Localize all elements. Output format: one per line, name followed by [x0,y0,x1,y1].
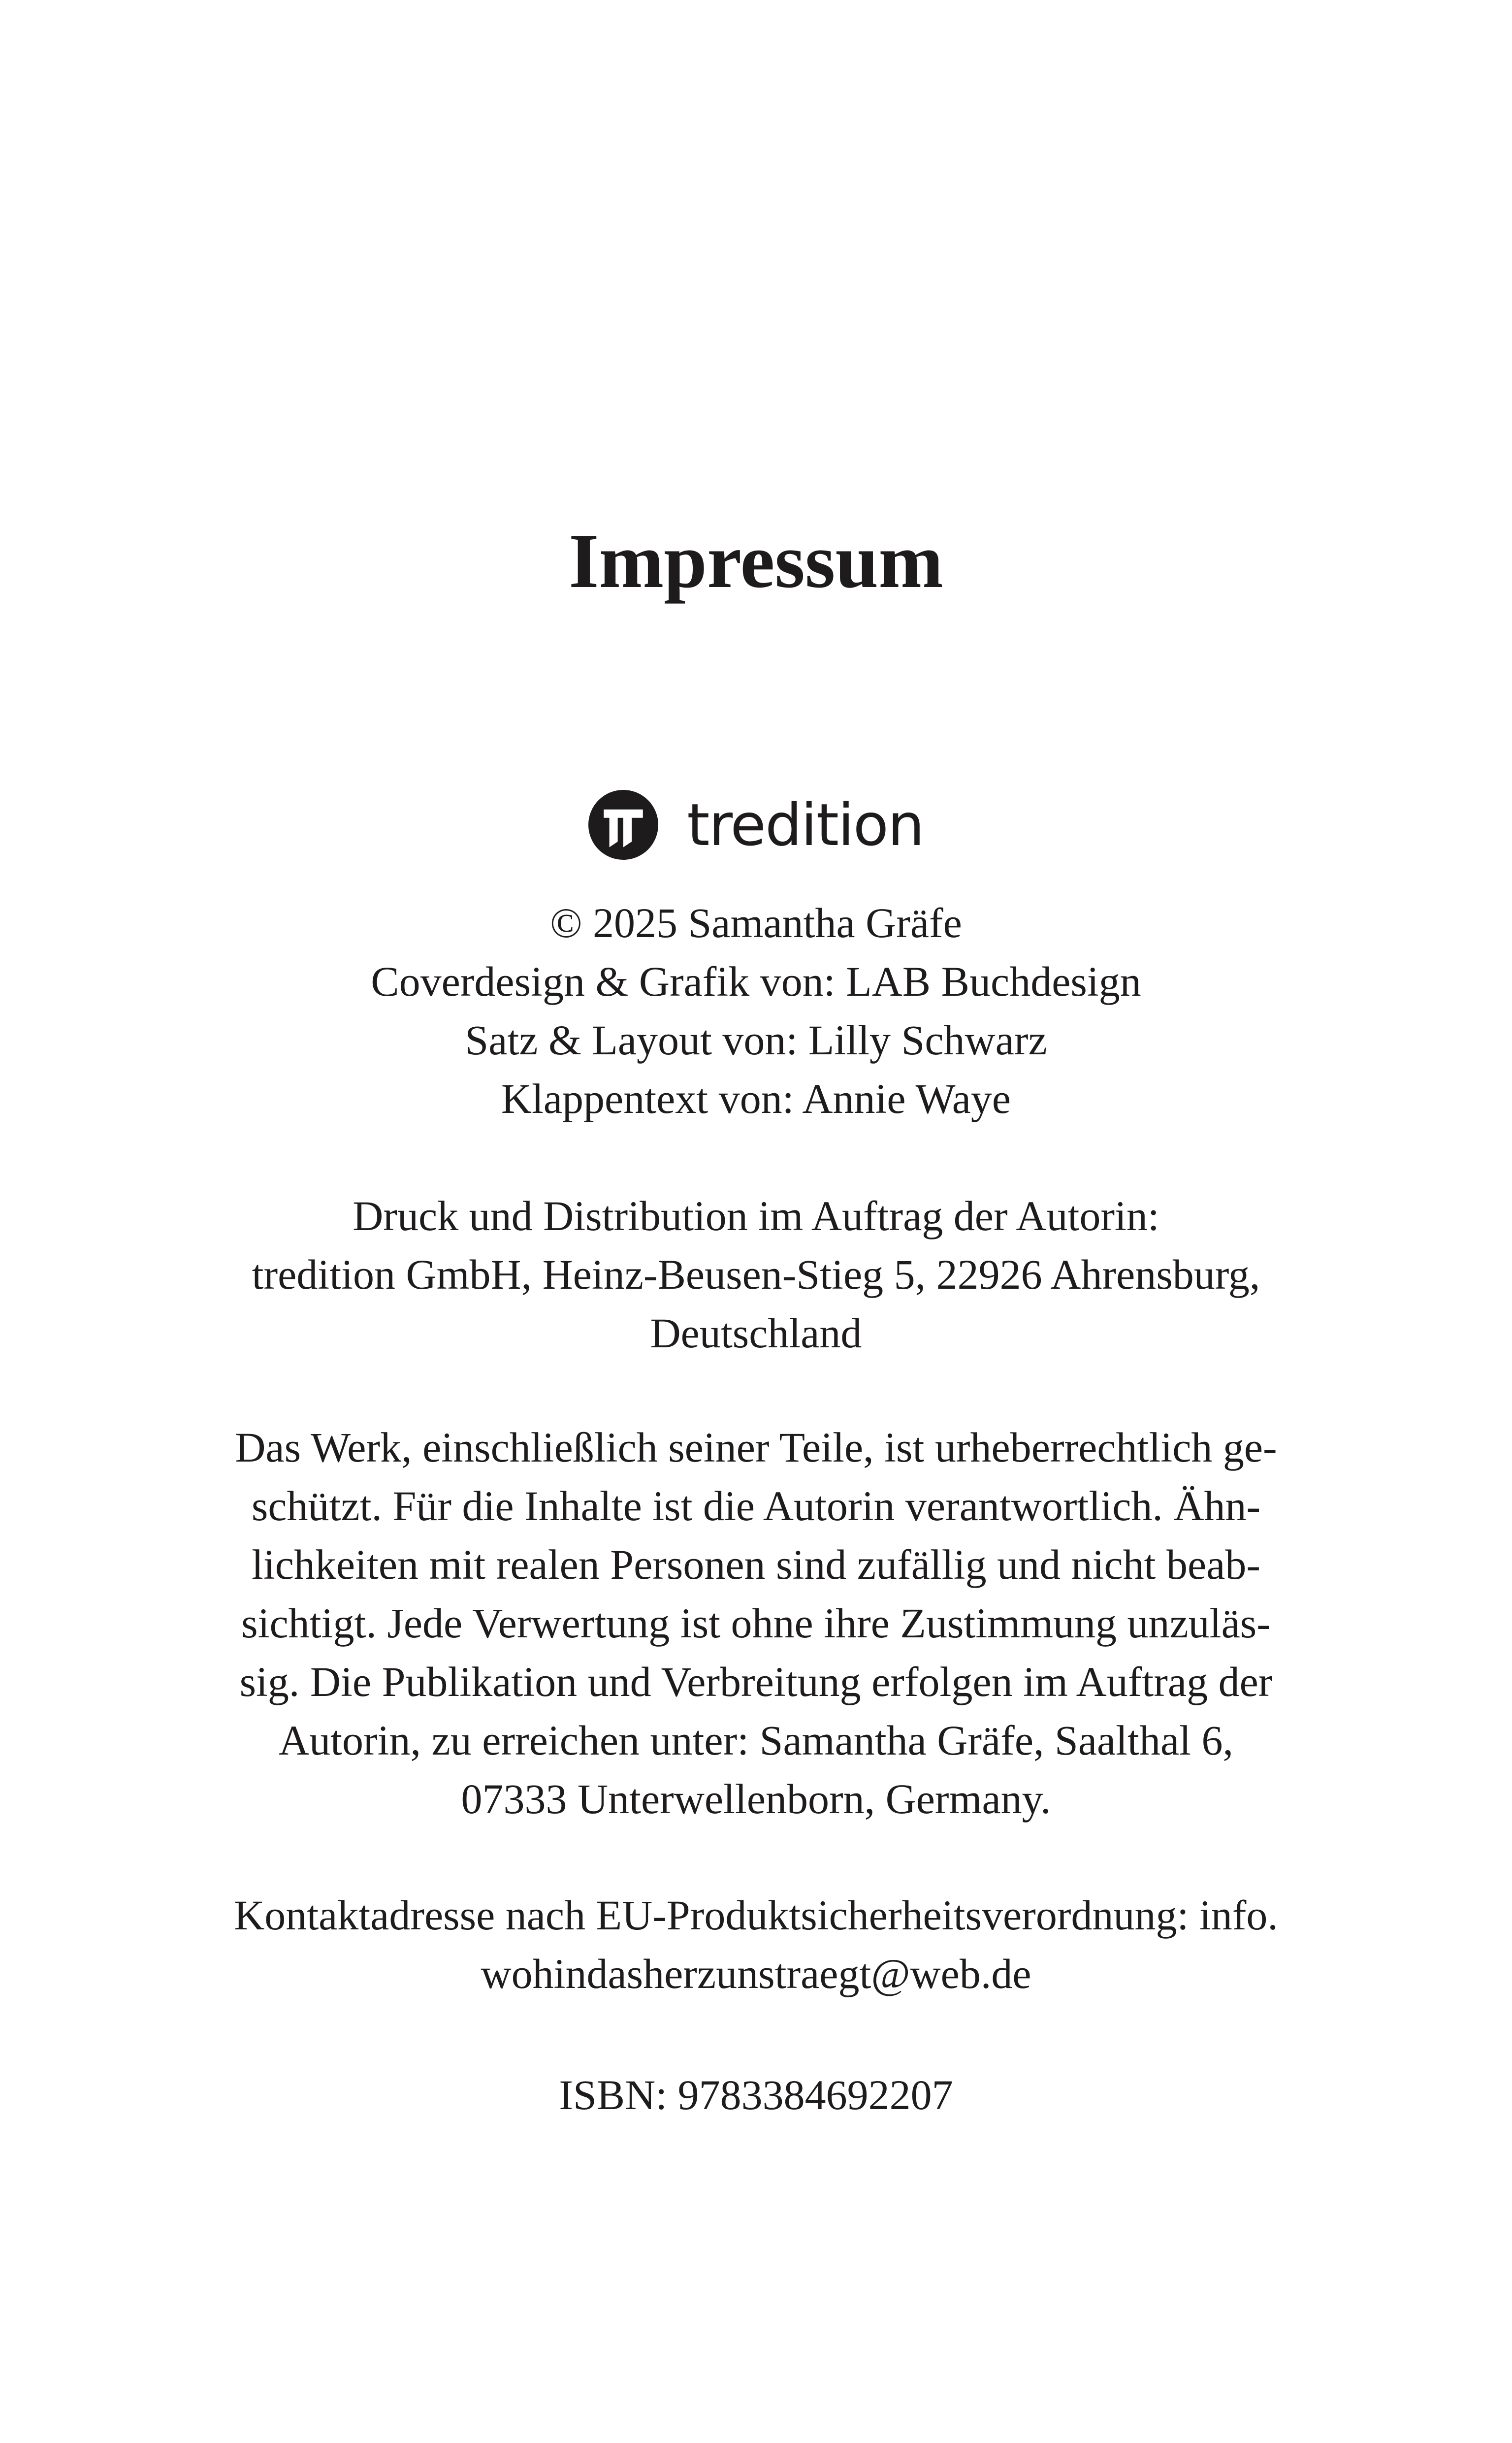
legal-notice-line: 07333 Unterwellenborn, Germany. [461,1775,1051,1823]
legal-notice-line: lichkeiten mit realen Personen sind zufällig und nicht beab- [251,1541,1261,1588]
contact-email: wohindasherzunstraegt@web.de [481,1950,1031,1997]
legal-notice-line: Autorin, zu erreichen unter: Samantha Gräfe, Saalthal 6, [278,1717,1234,1764]
layout-credit: Satz & Layout von: Lilly Schwarz [465,1016,1047,1064]
legal-notice-block [0,1418,1512,1828]
legal-notice-line: sichtigt. Jede Verwertung ist ohne ihre Zustimmung unzuläs- [241,1599,1271,1647]
print-distribution-line: tredition GmbH, Heinz-Beusen-Stieg 5, 22926 Ahrensburg, [252,1251,1260,1298]
print-distribution-line: Druck und Distribution im Auftrag der Autorin: [353,1192,1159,1239]
legal-notice-line: sig. Die Publikation und Verbreitung erfolgen im Auftrag der [239,1658,1273,1705]
publisher-logo [0,788,1512,862]
print-distribution-line: Deutschland [650,1309,862,1357]
page-title: Impressum [569,518,943,604]
copyright-line: © 2025 Samantha Gräfe [550,899,962,946]
legal-notice-line: schützt. Für die Inhalte ist die Autorin verantwortlich. Ähn- [251,1482,1261,1530]
print-distribution-block [0,1187,1512,1363]
publisher-wordmark: tredition [687,791,924,859]
legal-notice-line: Das Werk, einschließlich seiner Teile, ist urheberrechtlich ge- [235,1424,1277,1471]
contact-line: Kontaktadresse nach EU-Produktsicherheitsverordnung: info. [234,1891,1278,1939]
credits-block [0,894,1512,1128]
cover-design-credit: Coverdesign & Grafik von: LAB Buchdesign [371,958,1141,1005]
tredition-logo-icon [588,790,658,860]
isbn-block [0,2066,1512,2124]
blurb-credit: Klappentext von: Annie Waye [501,1075,1011,1122]
isbn-number: ISBN: 9783384692207 [559,2071,953,2118]
contact-block [0,1886,1512,2003]
publisher-logo-group [588,790,924,860]
